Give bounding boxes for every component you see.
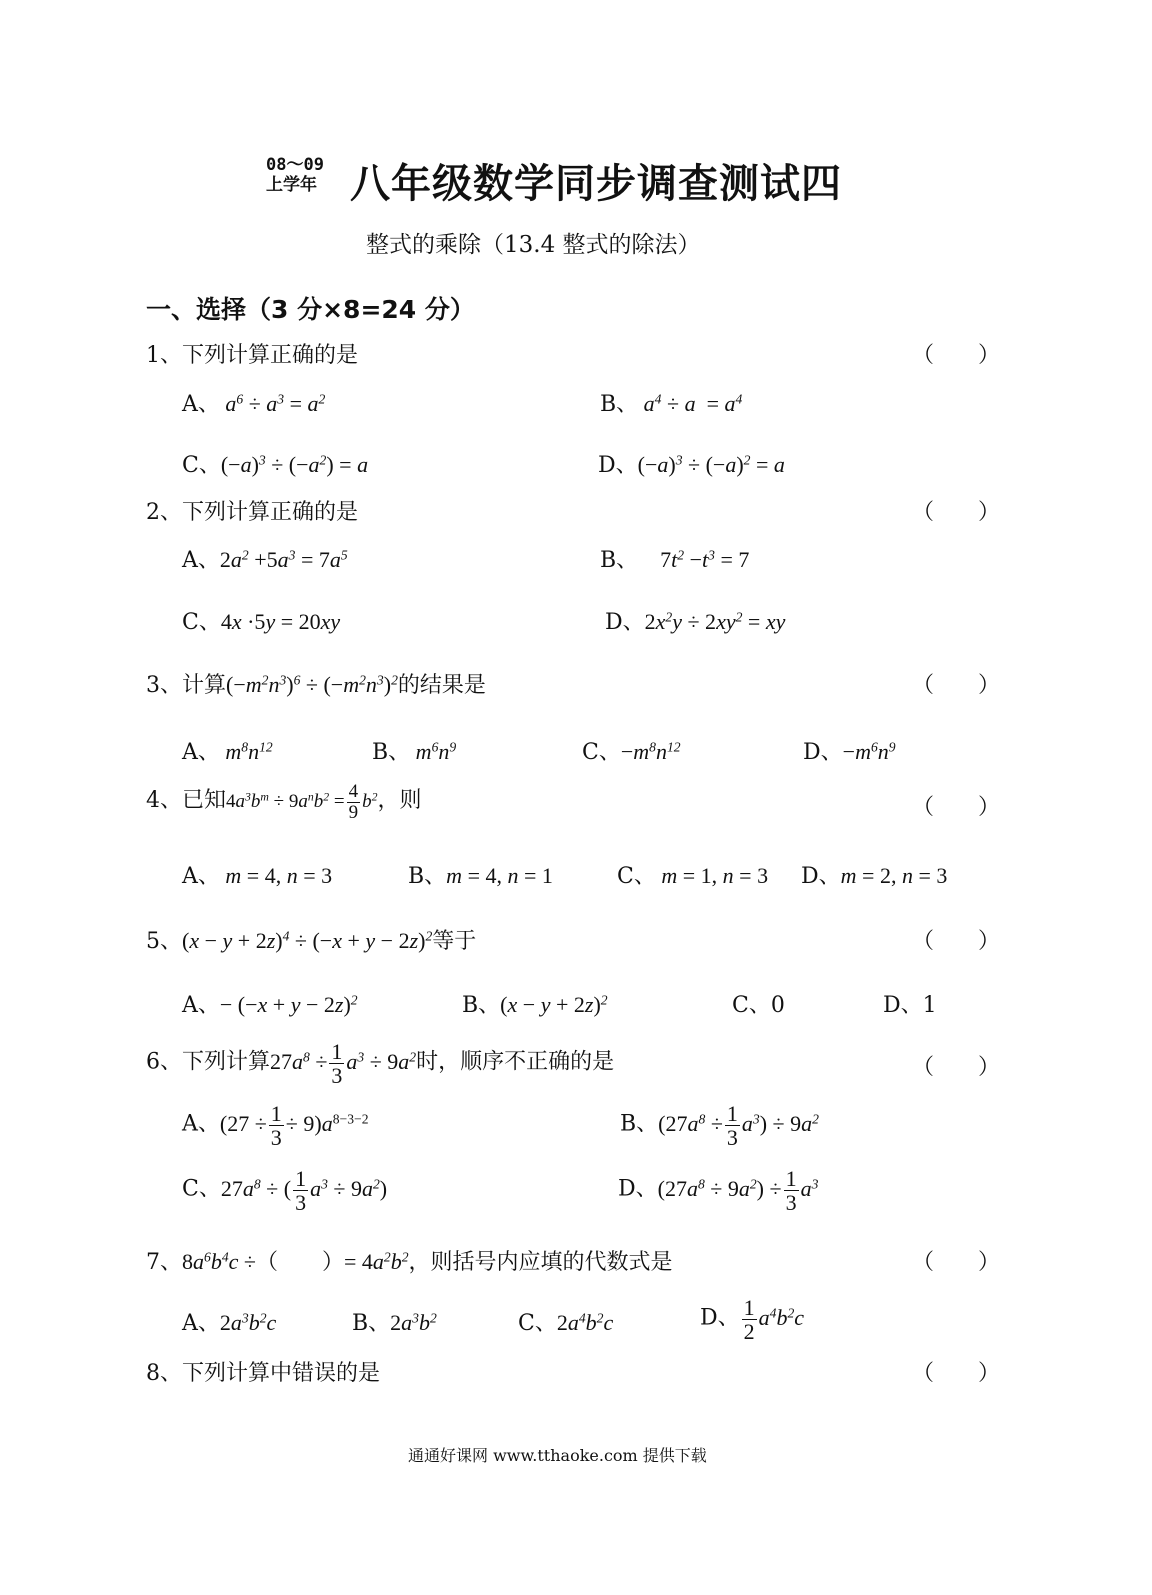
question-stem: 下列计算中错误的是	[182, 1361, 381, 1386]
option-letter: B、	[620, 1111, 659, 1137]
option-letter: C、	[617, 864, 656, 889]
formula: 0	[770, 993, 785, 1018]
question-stem-suffix: ，则括号内应填的代数式是	[408, 1250, 673, 1275]
option-letter: B、	[600, 548, 639, 573]
option-5c[interactable]	[732, 988, 785, 1019]
formula: $2a^4b^2c$	[556, 1310, 614, 1335]
formula: $2x^2y \div 2xy^2$ = xy	[644, 609, 786, 634]
question-number: 4、	[146, 787, 182, 813]
option-2b[interactable]	[600, 543, 749, 574]
formula: $(27a^8 \div 9a^2)$ ÷ $\frac{1}{3}$ $a^3$	[657, 1166, 819, 1216]
option-4c[interactable]	[617, 859, 768, 890]
question-2	[146, 495, 358, 526]
option-letter: D、	[618, 1176, 658, 1202]
answer-blank[interactable]: （ ）	[912, 1250, 1001, 1275]
formula: $2a^2 +5a^3 = 7a^5$	[219, 547, 348, 572]
formula: $-m^6n^9$	[842, 739, 896, 764]
question-stem: 已知	[182, 787, 227, 813]
formula: $a^4 \div a = a^4$	[638, 391, 743, 416]
option-7c[interactable]	[518, 1306, 613, 1337]
answer-blank[interactable]: （ ）	[912, 1055, 1001, 1080]
formula: 4x ·5y = 20xy	[220, 609, 341, 634]
option-4d[interactable]	[801, 859, 947, 890]
option-letter: D、	[803, 740, 843, 765]
formula: m = 1, n = 3	[655, 863, 769, 888]
option-4a[interactable]	[182, 859, 332, 890]
question-number: 8、	[146, 1361, 182, 1386]
option-3c[interactable]	[582, 735, 681, 766]
option-2c[interactable]	[182, 605, 340, 636]
formula: − $(-x + y - 2z)^2$	[219, 992, 358, 1017]
option-6b[interactable]	[620, 1102, 819, 1149]
option-letter: B、	[462, 993, 501, 1018]
formula: $27a^8$ ÷ $\frac{1}{3}$ $a^3 \div 9a^2$	[270, 1039, 417, 1089]
page-footer: 通通好课网 www.tthaoke.com 提供下载	[408, 1446, 707, 1465]
option-letter: A、	[182, 392, 220, 417]
question-3	[146, 668, 486, 699]
question-stem: 计算	[182, 673, 227, 698]
option-letter: C、	[182, 610, 221, 635]
formula: = $4a^2b^2$	[343, 1249, 409, 1274]
option-letter: A、	[182, 1111, 220, 1137]
school-year-range: 08～09	[266, 155, 324, 175]
formula: $2a^3b^2$	[390, 1310, 437, 1335]
section-heading: 一、选择（3 分×8=24 分）	[146, 295, 475, 324]
option-6d[interactable]	[618, 1167, 818, 1214]
question-8	[146, 1356, 380, 1387]
option-6a[interactable]	[182, 1102, 369, 1149]
option-letter: A、	[182, 1311, 220, 1336]
question-number: 7、	[146, 1250, 182, 1275]
formula: $\frac{1}{2}$ $a^4b^2c$	[743, 1295, 805, 1345]
option-3d[interactable]	[803, 735, 896, 766]
question-number: 1、	[146, 343, 182, 368]
question-5	[146, 924, 476, 955]
question-7	[146, 1245, 673, 1276]
question-stem: 下列计算	[182, 1049, 271, 1075]
formula: $-m^8n^{12}$	[620, 739, 681, 764]
formula: m = 4, n = 3	[219, 863, 333, 888]
option-letter: C、	[732, 993, 771, 1018]
option-7a[interactable]	[182, 1306, 276, 1337]
formula: (27 ÷ $\frac{1}{3}$ ÷ $9)a^{8-3-2}$	[219, 1101, 369, 1151]
option-letter: A、	[182, 548, 220, 573]
option-5d[interactable]	[883, 988, 937, 1019]
option-letter: C、	[182, 1176, 221, 1202]
option-letter: C、	[182, 453, 221, 478]
question-stem-suffix: ，则	[377, 787, 422, 813]
option-7d[interactable]	[700, 1296, 804, 1343]
question-6	[146, 1040, 614, 1087]
option-7b[interactable]	[352, 1306, 437, 1337]
formula: $7t^2 -t^3 = 7$	[660, 547, 750, 572]
option-2a[interactable]	[182, 543, 348, 574]
formula: $(-a)^3 \div (-a^2) = a$	[220, 452, 369, 477]
school-year-label	[266, 155, 324, 195]
option-letter: B、	[600, 392, 639, 417]
option-1d[interactable]	[598, 448, 785, 479]
option-4b[interactable]	[408, 859, 553, 890]
formula: ($27a^8$ ÷ $\frac{1}{3}$ $a^3) \div 9a^2$	[658, 1101, 819, 1151]
option-1b[interactable]	[600, 387, 742, 418]
option-letter: D、	[598, 453, 638, 478]
question-1	[146, 338, 358, 369]
option-letter: B、	[352, 1311, 391, 1336]
option-3b[interactable]	[372, 735, 456, 766]
question-stem: 下列计算正确的是	[182, 343, 359, 368]
question-4	[146, 782, 422, 823]
formula: $(-m^2n^3)^6 \div (-m^2n^3)^2$	[226, 672, 398, 697]
answer-blank[interactable]: （ ）	[912, 929, 1001, 954]
option-1c[interactable]	[182, 448, 368, 479]
page-title: 八年级数学同步调查测试四	[350, 161, 842, 207]
formula: 1	[922, 993, 937, 1018]
option-2d[interactable]	[605, 605, 785, 636]
formula: $(x - y + 2z)^2$	[500, 992, 608, 1017]
answer-blank[interactable]: （ ）	[912, 500, 1001, 525]
formula: $4a^3b^m \div 9a^nb^2$ = $\frac{4}{9}$ $b^2$	[226, 781, 378, 823]
option-6c[interactable]	[182, 1167, 387, 1214]
option-letter: A、	[182, 993, 220, 1018]
option-5b[interactable]	[462, 988, 608, 1019]
formula: $m^6n^9$	[410, 739, 457, 764]
option-letter: C、	[518, 1311, 557, 1336]
option-3a[interactable]	[182, 735, 273, 766]
option-letter: B、	[408, 864, 447, 889]
formula: $2a^3b^2c$	[219, 1310, 277, 1335]
option-letter: B、	[372, 740, 411, 765]
option-letter: D、	[700, 1305, 740, 1331]
formula: $a^6 \div a^3 = a^2$	[219, 391, 326, 416]
formula: $8a^6b^4c$ ÷	[182, 1249, 256, 1274]
option-letter: A、	[182, 740, 220, 765]
formula: $(x - y + 2z)^4 \div (-x + y - 2z)^2$	[182, 928, 433, 953]
formula: m = 2, n = 3	[840, 863, 948, 888]
page-subtitle: 整式的乘除（13.4 整式的除法）	[366, 232, 701, 258]
option-letter: C、	[582, 740, 621, 765]
school-term: 上学年	[266, 175, 317, 195]
question-stem-suffix: 的结果是	[397, 673, 486, 698]
answer-blank[interactable]: （ ）	[912, 343, 1001, 368]
formula: $m^8n^{12}$	[219, 739, 273, 764]
option-1a[interactable]	[182, 387, 325, 418]
question-stem-suffix: 时，顺序不正确的是	[416, 1049, 615, 1075]
option-letter: D、	[801, 864, 841, 889]
question-number: 2、	[146, 500, 182, 525]
answer-blank[interactable]: （ ）	[912, 795, 1001, 820]
question-number: 3、	[146, 673, 182, 698]
question-number: 6、	[146, 1049, 182, 1075]
option-letter: D、	[883, 993, 923, 1018]
formula: $(-a)^3 \div (-a)^2 = a$	[637, 452, 785, 477]
question-stem: 下列计算正确的是	[182, 500, 359, 525]
option-5a[interactable]	[182, 988, 358, 1019]
answer-blank[interactable]: （ ）	[912, 1361, 1001, 1386]
answer-blank[interactable]: （ ）	[912, 673, 1001, 698]
formula: $27a^8$ ÷ ( $\frac{1}{3}$ $a^3 \div 9a^2$)	[220, 1166, 388, 1216]
formula: m = 4, n = 1	[446, 863, 553, 888]
question-stem-suffix: 等于	[432, 929, 477, 954]
fill-blank[interactable]: （ ）	[255, 1250, 344, 1275]
option-letter: A、	[182, 864, 220, 889]
question-number: 5、	[146, 929, 182, 954]
option-letter: D、	[605, 610, 645, 635]
